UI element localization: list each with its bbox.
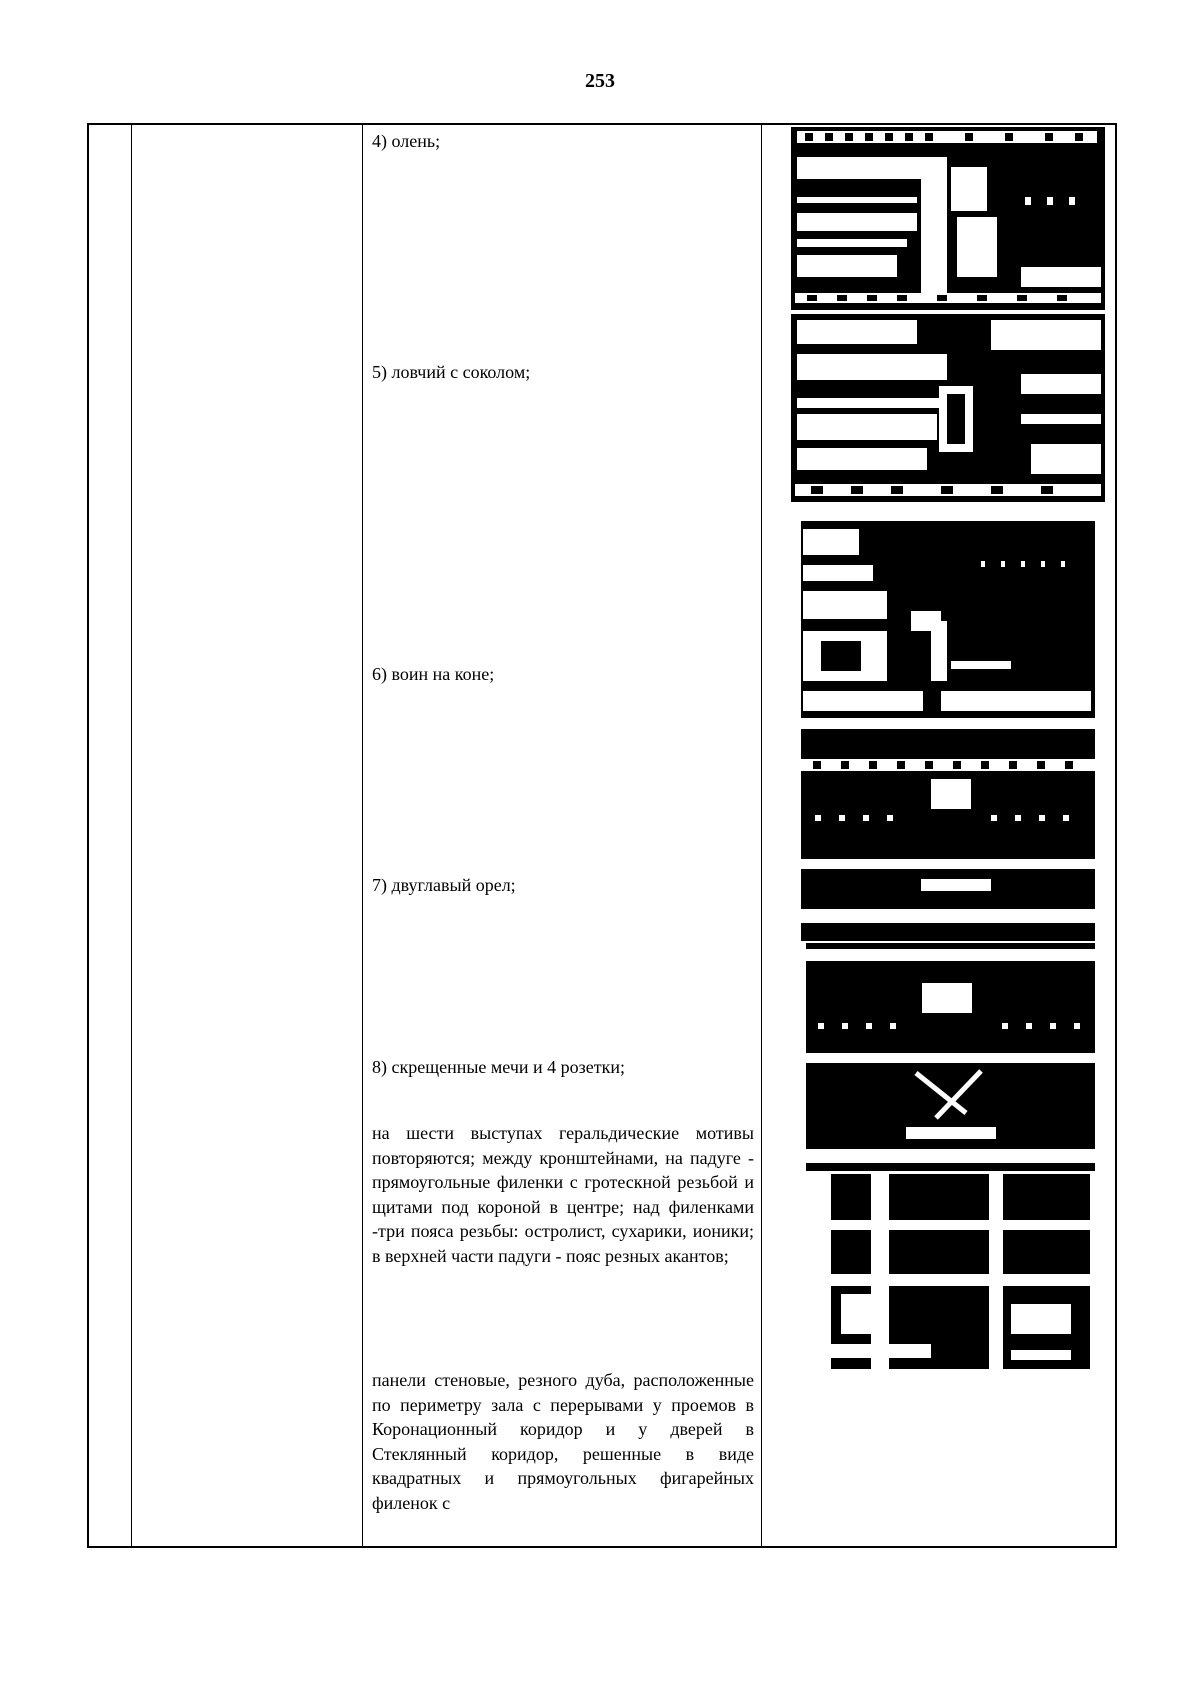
list-item: 4) олень; bbox=[372, 131, 441, 151]
page-number: 253 bbox=[585, 70, 615, 92]
list-item: 8) скрещенные мечи и 4 розетки; bbox=[372, 1057, 626, 1077]
description-paragraph: панели стеновые, резного дуба, расположенные по периметру зала с перерывами у проемов в Коронационный коридор и у дверей в Стеклянный коридор, решенные в виде квадратных и прямоугольных фигарейных филенок с bbox=[372, 1370, 754, 1513]
carved-frieze-photo-1 bbox=[791, 127, 1105, 310]
description-paragraph: на шести выступах геральдические мотивы повторяются; между кронштейнами, на падуге - прямоугольные филенки с гротескной резьбой и щитами под короной в центре; над филенками -три пояса резьбы: остролист, сухарики, ионики; в верхней части падуги - пояс резных акантов; bbox=[372, 1123, 754, 1266]
carved-frieze-photo-2 bbox=[791, 314, 1105, 502]
list-item: 7) двуглавый орел; bbox=[372, 875, 516, 895]
document-table bbox=[87, 123, 1117, 1548]
list-item: 5) ловчий с соколом; bbox=[372, 362, 531, 382]
carved-frieze-photo-3 bbox=[801, 521, 1095, 718]
carved-frieze-photo-4 bbox=[801, 729, 1095, 941]
carved-frieze-photo-6 bbox=[811, 1174, 1090, 1369]
carved-frieze-photo-5 bbox=[806, 943, 1095, 1171]
list-item: 6) воин на коне; bbox=[372, 664, 495, 684]
